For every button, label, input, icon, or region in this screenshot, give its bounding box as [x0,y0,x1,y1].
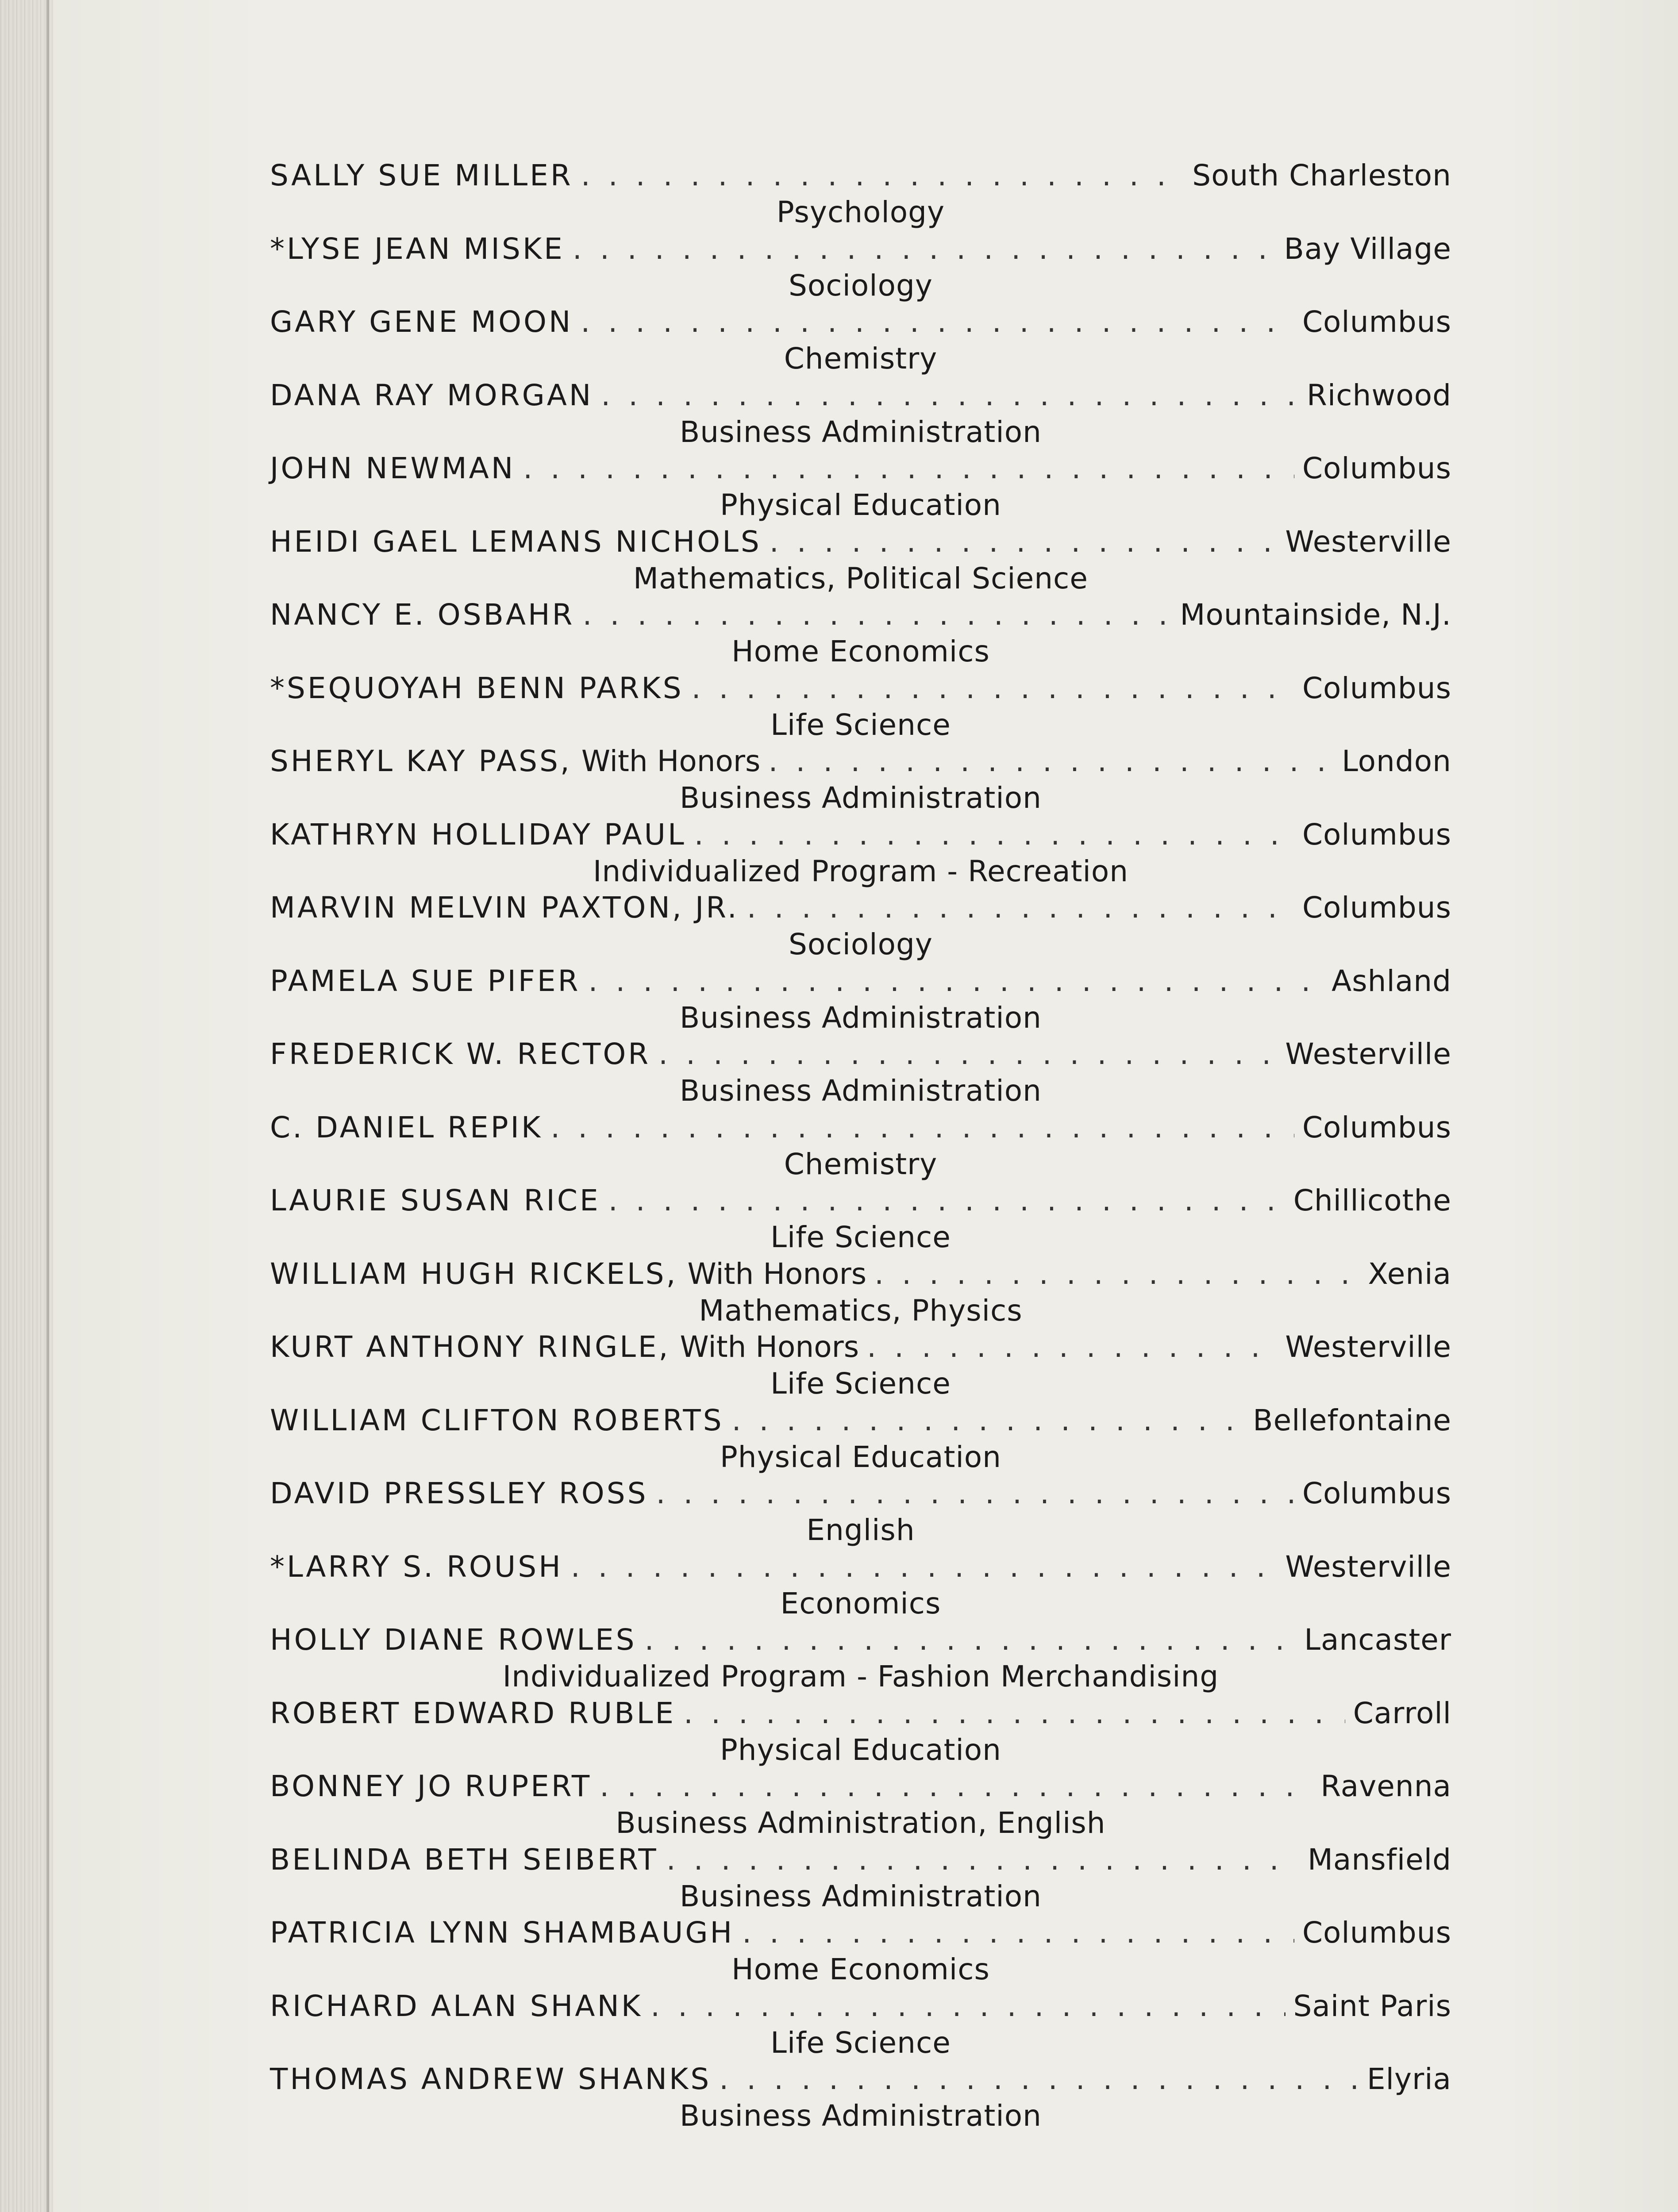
graduate-entry [270,377,1451,450]
graduate-entry [270,523,1451,597]
major-field: Life Science [770,1220,951,1254]
major-field: Business Administration [680,2099,1042,2133]
graduate-name: SHERYL KAY PASS, [270,744,572,778]
page-fold-line [46,0,49,2212]
hometown: Chillicothe [1293,1183,1451,1217]
entry-line [270,450,1451,487]
hometown: Columbus [1302,817,1451,852]
entry-line [270,230,1451,268]
entry-line [270,1475,1451,1512]
graduate-entry [270,1109,1451,1183]
entry-line [270,377,1451,414]
graduate-entry [270,1256,1451,1329]
graduate-name: ROBERT EDWARD RUBLE [270,1696,676,1730]
graduate-name: WILLIAM CLIFTON ROBERTS [270,1403,724,1437]
graduate-entry [270,1182,1451,1256]
graduate-name: FREDERICK W. RECTOR [270,1037,651,1071]
graduate-entry [270,670,1451,743]
graduate-entry [270,1036,1451,1109]
entry-line [270,1256,1451,1293]
graduate-entry [270,157,1451,230]
hometown: Columbus [1302,1110,1451,1144]
hometown: Westerville [1285,524,1451,559]
graduate-name: C. DANIEL REPIK [270,1110,543,1144]
dot-leader [719,2061,1359,2098]
graduate-entry [270,303,1451,377]
hometown: Westerville [1285,1037,1451,1071]
dot-leader [608,1182,1285,1219]
dot-leader [684,1695,1345,1732]
hometown: Xenia [1368,1256,1451,1291]
major-field: Business Administration [680,781,1042,815]
entry-line [270,303,1451,341]
hometown: Columbus [1302,1476,1451,1510]
graduate-entry [270,743,1451,816]
major-field: Business Administration [680,1879,1042,1913]
graduate-name: MARVIN MELVIN PAXTON, JR. [270,891,739,925]
honors-note: With Honors [680,1330,859,1364]
major-field: Economics [780,1586,941,1621]
dot-leader [770,523,1278,561]
hometown: Richwood [1307,378,1451,412]
graduate-entry [270,1621,1451,1695]
major-field: Life Science [770,1367,951,1401]
major-field: Individualized Program - Fashion Merchandising [502,1659,1219,1694]
graduate-list [270,157,1451,2134]
major-field: Chemistry [784,1147,938,1181]
major-field: Physical Education [720,1732,1002,1767]
graduate-name: PATRICIA LYNN SHAMBAUGH [270,1916,735,1950]
dot-leader [658,1036,1277,1073]
dot-leader [694,816,1294,853]
major-field: Business Administration [680,1000,1042,1035]
hometown: South Charleston [1192,158,1451,192]
major-field: Business Administration [680,415,1042,449]
graduate-name: PAMELA SUE PIFER [270,964,581,998]
entry-line [270,963,1451,1000]
hometown: Bellefontaine [1253,1403,1451,1437]
major-field: English [806,1513,915,1547]
dot-leader [768,743,1334,780]
major-field: Business Administration, English [616,1806,1106,1840]
graduate-entry [270,1548,1451,1622]
graduate-name: JOHN NEWMAN [270,451,516,485]
dot-leader [588,963,1324,1000]
dot-leader [692,670,1294,707]
hometown: Westerville [1285,1549,1451,1584]
graduate-entry [270,450,1451,523]
hometown: Ravenna [1320,1769,1451,1803]
graduate-name: *LYSE JEAN MISKE [270,231,565,266]
graduate-entry [270,1768,1451,1841]
graduate-name: NANCY E. OSBAHR [270,598,575,632]
entry-line [270,1182,1451,1219]
graduate-name: SALLY SUE MILLER [270,158,573,192]
entry-line [270,1768,1451,1805]
dot-leader [583,596,1172,634]
graduate-name: HEIDI GAEL LEMANS NICHOLS [270,524,762,559]
dot-leader [666,1841,1300,1878]
graduate-name: *SEQUOYAH BENN PARKS [270,671,684,705]
entry-line [270,157,1451,194]
hometown: Columbus [1302,1916,1451,1950]
graduate-name: WILLIAM HUGH RICKELS, [270,1256,678,1291]
graduate-name: GARY GENE MOON [270,305,573,339]
dot-leader [571,1548,1278,1586]
dot-leader [742,1914,1294,1951]
page-binding-edge [0,0,53,2212]
graduate-entry [270,889,1451,963]
hometown: London [1342,744,1451,778]
graduate-name: KURT ANTHONY RINGLE, [270,1330,670,1364]
hometown: Bay Village [1284,231,1451,266]
graduate-name: BONNEY JO RUPERT [270,1769,592,1803]
major-field: Mathematics, Political Science [633,561,1088,595]
graduate-name: BELINDA BETH SEIBERT [270,1842,658,1877]
entry-line [270,1988,1451,2025]
graduate-name: DAVID PRESSLEY ROSS [270,1476,648,1510]
graduate-entry [270,2061,1451,2134]
entry-line [270,1329,1451,1366]
hometown: Columbus [1302,305,1451,339]
entry-line [270,1621,1451,1659]
major-field: Sociology [789,268,933,303]
dot-leader [523,450,1294,487]
major-field: Chemistry [784,342,938,376]
dot-leader [600,1768,1312,1805]
hometown: Carroll [1353,1696,1451,1730]
entry-line [270,816,1451,853]
major-field: Life Science [770,707,951,742]
graduate-entry [270,1402,1451,1475]
graduate-name: LAURIE SUSAN RICE [270,1183,600,1217]
dot-leader [581,303,1294,341]
major-field: Home Economics [731,634,990,668]
dot-leader [732,1402,1245,1439]
major-field: Mathematics, Physics [699,1293,1023,1328]
hometown: Lancaster [1304,1623,1451,1657]
entry-line [270,743,1451,780]
major-field: Psychology [776,195,945,229]
dot-leader [573,230,1276,268]
entry-line [270,596,1451,634]
major-field: Business Administration [680,1074,1042,1108]
major-field: Physical Education [720,488,1002,522]
entry-line [270,2061,1451,2098]
graduate-entry [270,1329,1451,1402]
hometown: Ashland [1332,964,1451,998]
graduate-entry [270,963,1451,1036]
entry-line [270,1548,1451,1586]
honors-note: With Honors [687,1256,867,1291]
graduate-name: THOMAS ANDREW SHANKS [270,2062,712,2096]
hometown: Saint Paris [1293,1989,1451,2023]
dot-leader [581,157,1185,194]
graduate-entry [270,1988,1451,2061]
major-field: Physical Education [720,1440,1002,1474]
hometown: Mansfield [1307,1842,1451,1877]
entry-line [270,1914,1451,1951]
graduate-name: HOLLY DIANE ROWLES [270,1623,637,1657]
entry-line [270,1036,1451,1073]
graduate-name: KATHRYN HOLLIDAY PAUL [270,817,686,852]
hometown: Columbus [1302,671,1451,705]
entry-line [270,889,1451,926]
hometown: Mountainside, N.J. [1180,598,1451,632]
hometown: Elyria [1366,2062,1451,2096]
major-field: Sociology [789,927,933,961]
entry-line [270,670,1451,707]
dot-leader [874,1256,1360,1293]
entry-line [270,1841,1451,1878]
major-field: Home Economics [731,1952,990,1986]
graduate-entry [270,1695,1451,1768]
dot-leader [656,1475,1294,1512]
dot-leader [645,1621,1297,1659]
graduate-entry [270,1475,1451,1548]
hometown: Columbus [1302,451,1451,485]
dot-leader [867,1329,1277,1366]
dot-leader [650,1988,1285,2025]
graduate-name: DANA RAY MORGAN [270,378,593,412]
entry-line [270,1109,1451,1146]
dot-leader [747,889,1294,926]
graduate-entry [270,230,1451,304]
graduate-name: RICHARD ALAN SHANK [270,1989,643,2023]
major-field: Life Science [770,2025,951,2060]
entry-line [270,1695,1451,1732]
graduate-entry [270,1914,1451,1988]
hometown: Columbus [1302,891,1451,925]
graduate-name: *LARRY S. ROUSH [270,1549,563,1584]
entry-line [270,523,1451,561]
entry-line [270,1402,1451,1439]
dot-leader [601,377,1299,414]
graduate-entry [270,596,1451,670]
graduate-entry [270,1841,1451,1915]
hometown: Westerville [1285,1330,1451,1364]
dot-leader [550,1109,1294,1146]
graduate-entry [270,816,1451,890]
major-field: Individualized Program - Recreation [593,854,1129,888]
honors-note: With Honors [581,744,761,778]
